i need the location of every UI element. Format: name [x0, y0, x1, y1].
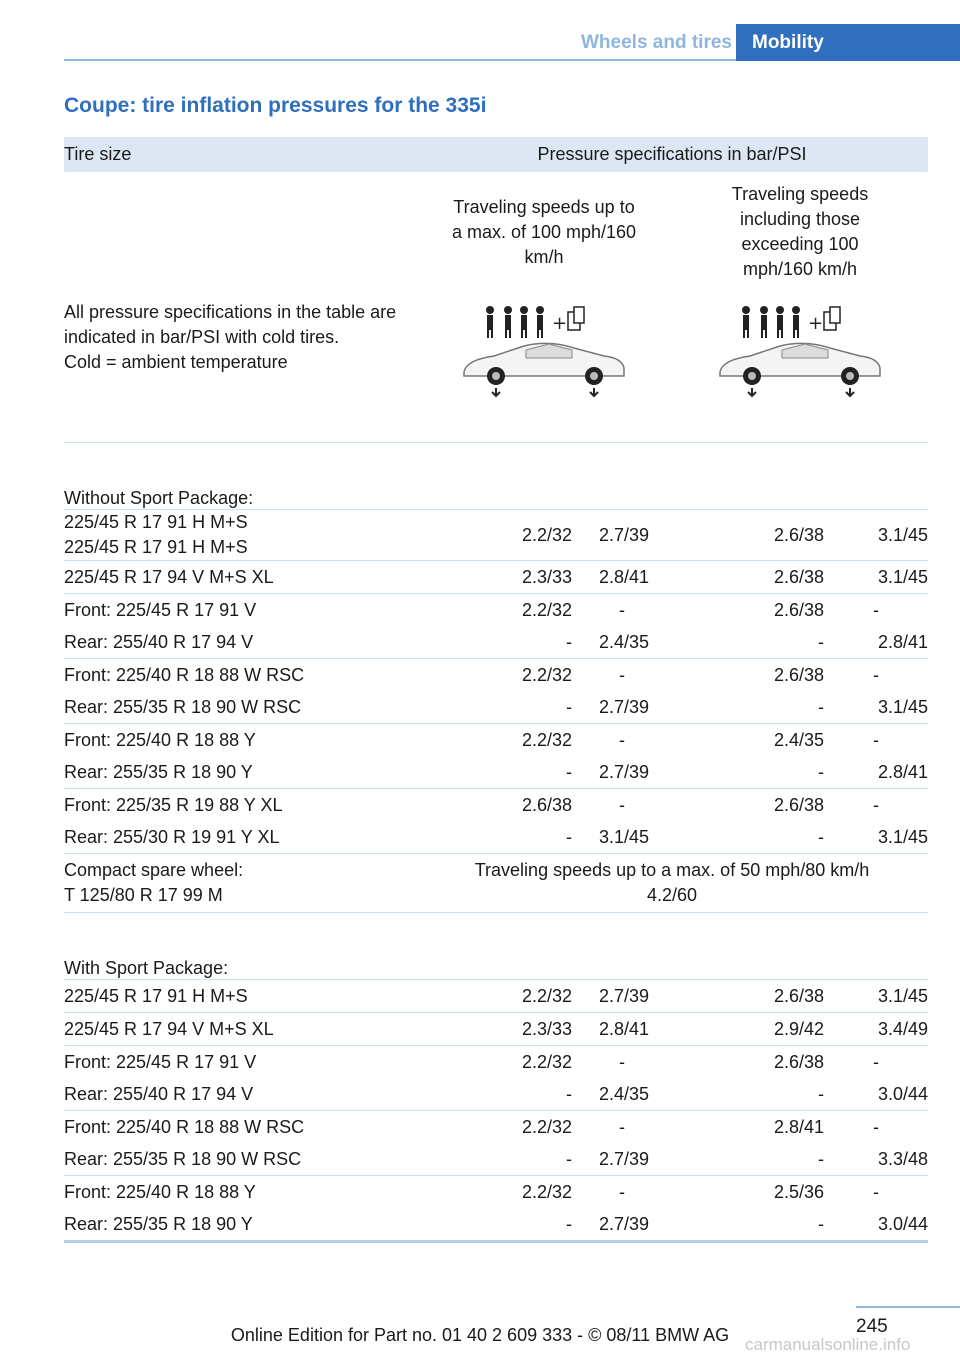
- table-row: 225/45 R 17 94 V M+S XL 2.3/33 2.8/41 2.9/42 3.4/49: [64, 1013, 928, 1046]
- table-row: Rear: 255/40 R 17 94 V - 2.4/35 - 3.0/44: [64, 1078, 928, 1111]
- page-number: 245: [856, 1316, 888, 1337]
- table-row: Front: 225/40 R 18 88 Y 2.2/32 - 2.5/36 -: [64, 1181, 879, 1202]
- page-title: Coupe: tire inflation pressures for the 335i: [64, 94, 487, 117]
- table-row: Front: 225/40 R 18 88 W RSC 2.2/32 - 2.8/41 -: [64, 1116, 879, 1137]
- speed-row: [64, 172, 928, 292]
- table-row: Rear: 255/35 R 18 90 Y - 2.7/39 - 3.0/44: [64, 1208, 928, 1242]
- speed-high-label: Traveling speeds including those exceeding 100 mph/160 km/h: [731, 184, 869, 279]
- watermark: carmanualsonline.info: [745, 1335, 911, 1354]
- footer-rule: [856, 1306, 960, 1308]
- col-tire-size: Tire size: [64, 137, 416, 172]
- edition-footer: Online Edition for Part no. 01 40 2 609 333 - © 08/11 BMW AG: [230, 1325, 730, 1345]
- svg-text:+: +: [552, 313, 568, 334]
- table-row: Rear: 255/30 R 19 91 Y XL - 3.1/45 - 3.1/45: [64, 821, 928, 854]
- car-load-icon: [416, 292, 672, 443]
- load-illustration-row: [64, 292, 928, 443]
- spare-wheel-row: Compact spare wheel: T 125/80 R 17 99 M Traveling speeds up to a max. of 50 mph/80 km/h 4.2/60: [64, 854, 928, 913]
- table-row: Front: 225/40 R 18 88 W RSC 2.2/32 - 2.6/38 -: [64, 664, 879, 685]
- section-tab[interactable]: Wheels and tires: [581, 32, 732, 53]
- table-row: Rear: 255/35 R 18 90 W RSC - 2.7/39 - 3.1/45: [64, 691, 928, 724]
- table-row: 225/45 R 17 91 H M+S 225/45 R 17 91 H M+S 2.2/32 2.7/39 2.6/38 3.1/45: [64, 510, 928, 561]
- table-row: Rear: 255/40 R 17 94 V - 2.4/35 - 2.8/41: [64, 626, 928, 659]
- section-without-sport: Without Sport Package:: [64, 443, 928, 510]
- col-pressure: Pressure specifications in bar/PSI: [416, 137, 928, 172]
- svg-text:+: +: [808, 313, 824, 334]
- pressure-table: [64, 137, 928, 1243]
- cold-tire-note: All pressure specifications in the table are indicated in bar/PSI with cold tires. Cold = ambient temperature: [64, 292, 416, 443]
- chapter-tab[interactable]: Mobility: [736, 24, 960, 61]
- speed-low-label: Traveling speeds up to a max. of 100 mph/160 km/h: [451, 196, 637, 267]
- table-row: Front: 225/35 R 19 88 Y XL 2.6/38 - 2.6/38 -: [64, 794, 879, 815]
- table-header: [64, 137, 928, 172]
- table-row: Front: 225/45 R 17 91 V 2.2/32 - 2.6/38 -: [64, 599, 879, 620]
- table-row: Rear: 255/35 R 18 90 W RSC - 2.7/39 - 3.3/48: [64, 1143, 928, 1176]
- car-load-icon-high: [672, 292, 928, 443]
- table-row: Rear: 255/35 R 18 90 Y - 2.7/39 - 2.8/41: [64, 756, 928, 789]
- table-row: 225/45 R 17 94 V M+S XL 2.3/33 2.8/41 2.6/38 3.1/45: [64, 561, 928, 594]
- section-with-sport: With Sport Package:: [64, 913, 928, 980]
- table-row: Front: 225/40 R 18 88 Y 2.2/32 - 2.4/35 -: [64, 729, 879, 750]
- table-row: 225/45 R 17 91 H M+S 2.2/32 2.7/39 2.6/38 3.1/45: [64, 980, 928, 1013]
- table-row: Front: 225/45 R 17 91 V 2.2/32 - 2.6/38 -: [64, 1051, 879, 1072]
